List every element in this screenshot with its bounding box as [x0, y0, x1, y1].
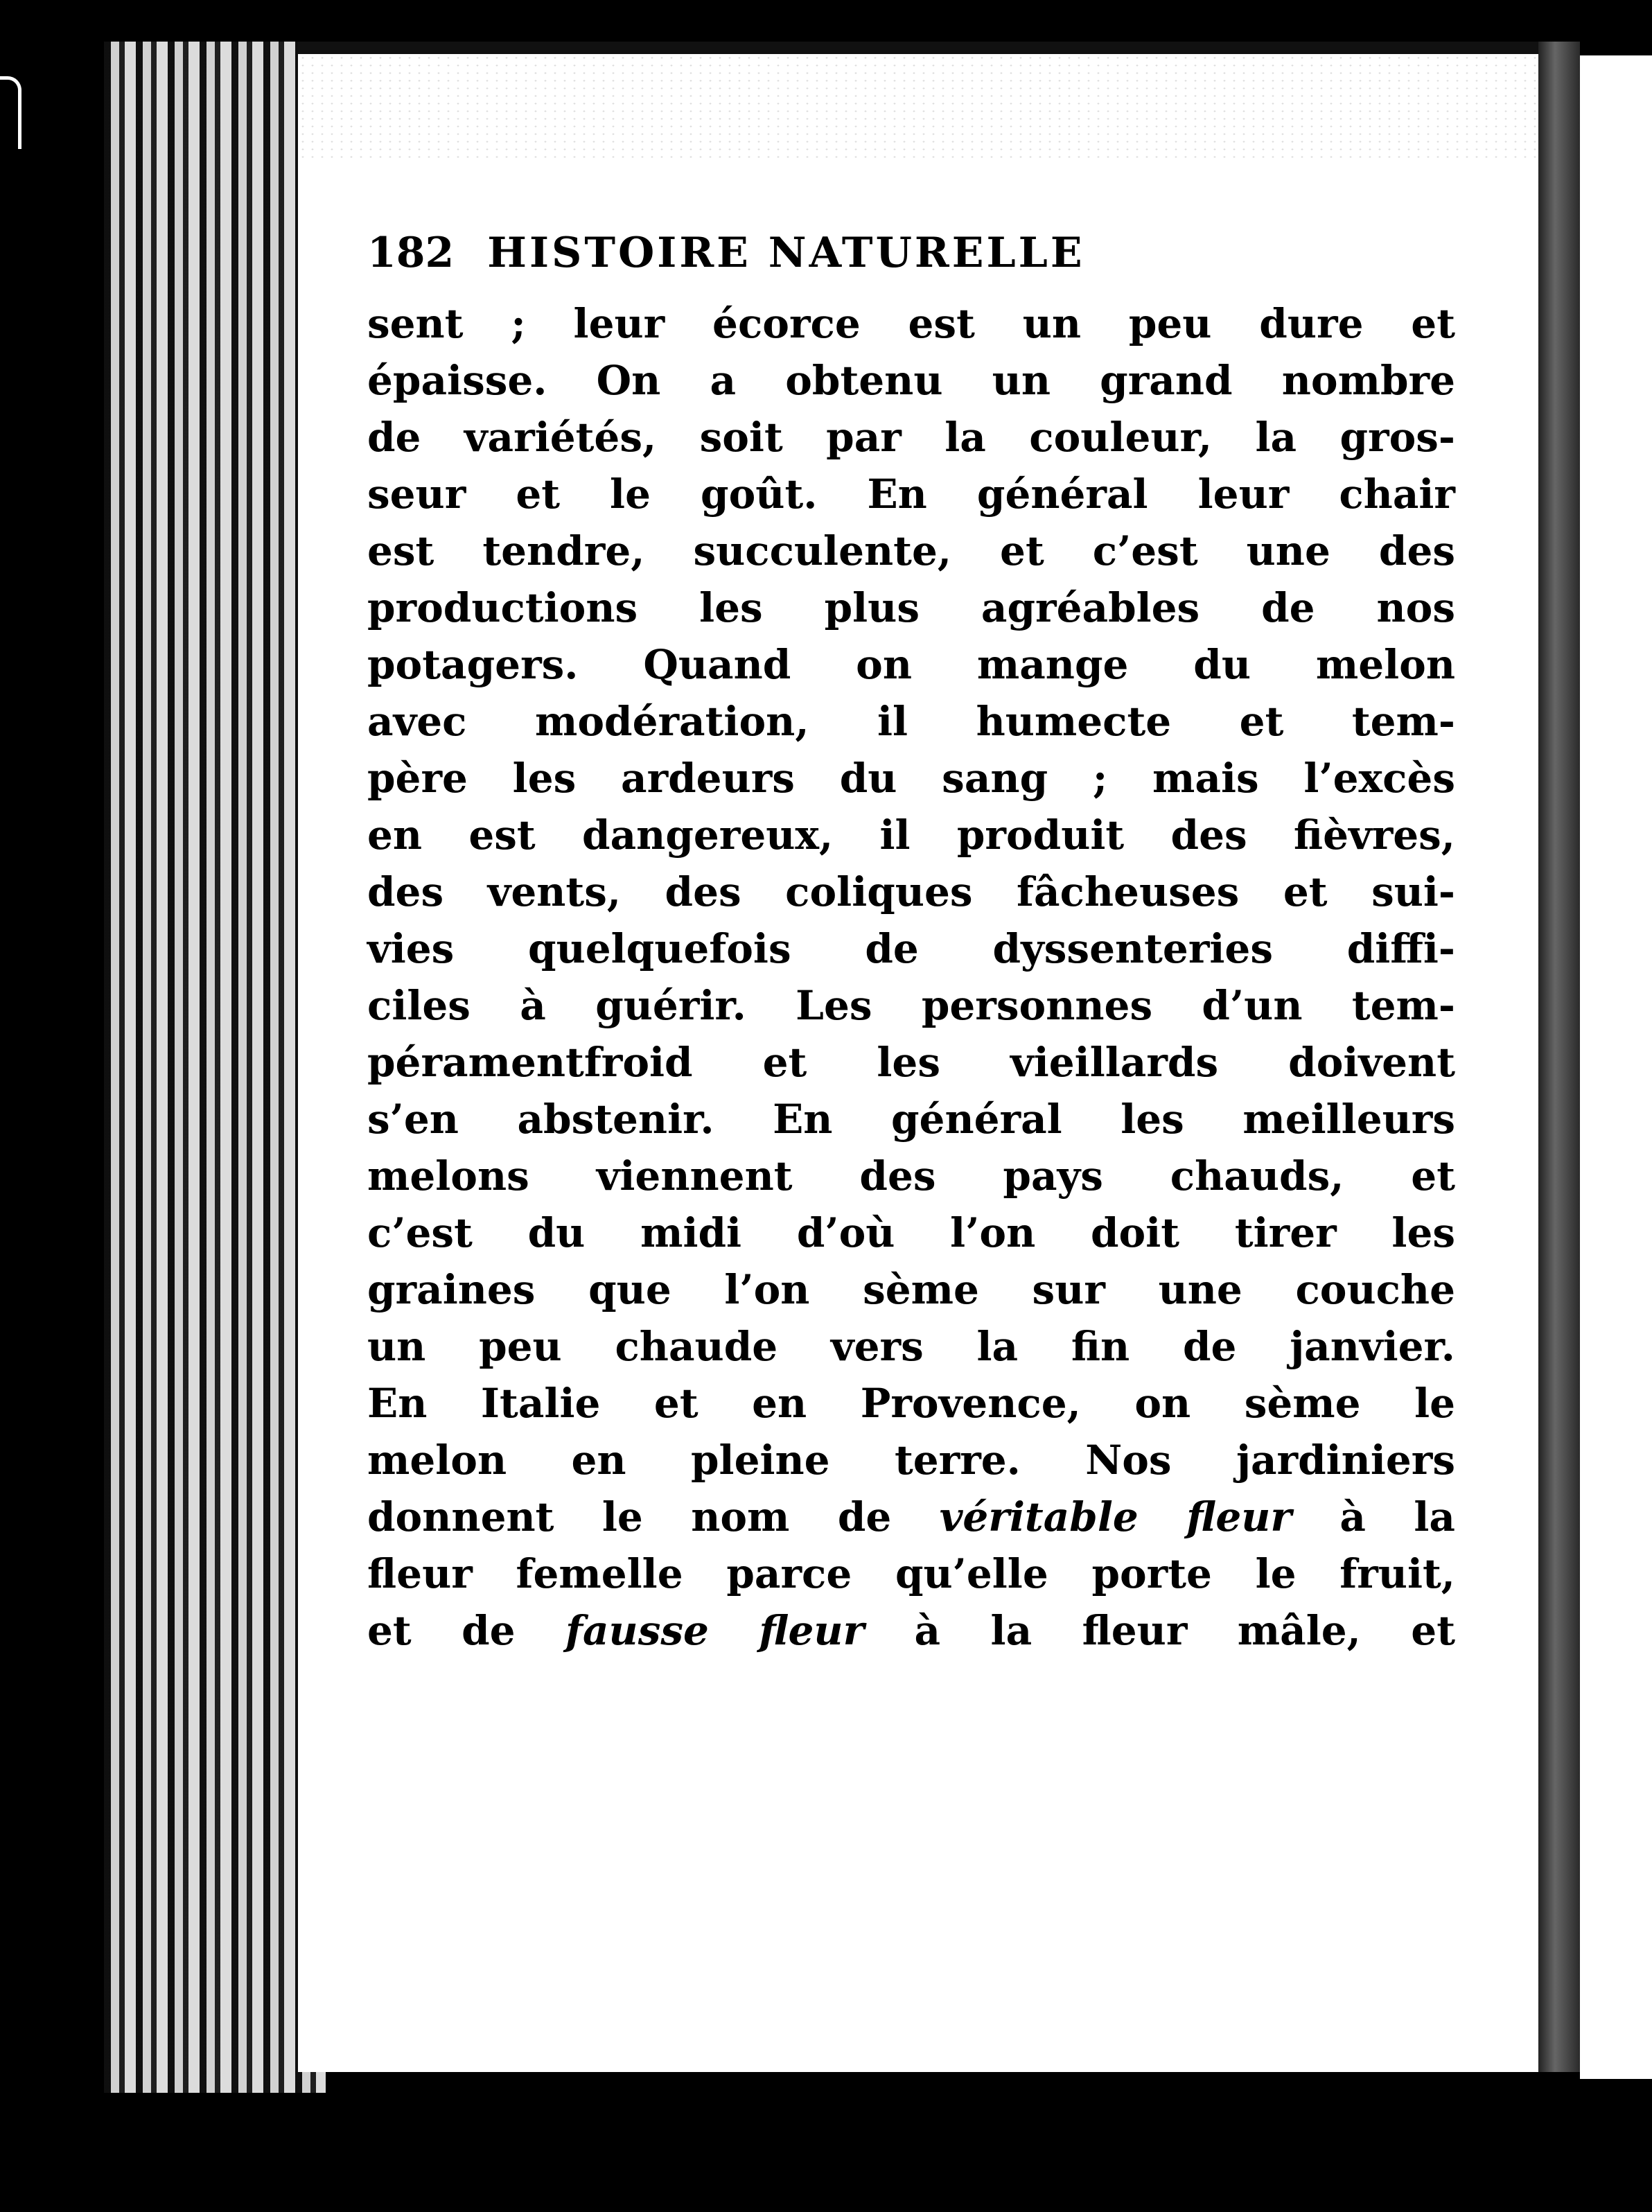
text-line	[367, 1489, 1455, 1545]
text-line: est tendre, succulente, et c’est une des	[367, 527, 1455, 574]
text-line	[367, 1602, 1455, 1659]
text-line: un peu chaude vers la fin de janvier.	[367, 1323, 1455, 1370]
text-line: péramentfroid et les vieillards doivent	[367, 1039, 1455, 1086]
running-header	[367, 229, 1455, 295]
facing-page-edge	[1580, 55, 1652, 2079]
text-segment: et de	[367, 1607, 565, 1654]
italic-term: véritable fleur	[939, 1493, 1292, 1540]
text-line: ciles à guérir. Les personnes d’un tem-	[367, 982, 1455, 1029]
book-page-edges	[104, 42, 326, 2093]
text-line: vies quelquefois de dyssenteries diffi-	[367, 925, 1455, 972]
text-segment: à la	[1291, 1493, 1455, 1540]
text-block	[367, 229, 1455, 1659]
text-line: seur et le goût. En général leur chair	[367, 471, 1455, 518]
text-line: sent ; leur écorce est un peu dure et	[367, 300, 1455, 347]
italic-term: fausse fleur	[565, 1607, 865, 1654]
text-line: melon en pleine terre. Nos jardiniers	[367, 1437, 1455, 1484]
text-line: productions les plus agréables de nos	[367, 584, 1455, 631]
text-line: épaisse. On a obtenu un grand nombre	[367, 357, 1455, 404]
text-line: fleur femelle parce qu’elle porte le fruit,	[367, 1550, 1455, 1597]
scan-mark	[0, 76, 21, 149]
text-line: en est dangereux, il produit des fièvres,	[367, 811, 1455, 859]
text-line: melons viennent des pays chauds, et	[367, 1152, 1455, 1200]
text-line: potagers. Quand on mange du melon	[367, 641, 1455, 688]
text-line: c’est du midi d’où l’on doit tirer les	[367, 1209, 1455, 1256]
book-gutter	[1538, 42, 1580, 2072]
text-line: s’en abstenir. En général les meilleurs	[367, 1096, 1455, 1143]
text-line: En Italie et en Provence, on sème le	[367, 1380, 1455, 1427]
text-line: graines que l’on sème sur une couche	[367, 1266, 1455, 1313]
body-text	[367, 295, 1455, 1659]
text-segment: donnent le nom de	[367, 1493, 940, 1540]
page-number: 182	[367, 229, 455, 277]
text-segment: à la fleur mâle, et	[864, 1607, 1455, 1654]
text-line: des vents, des coliques fâcheuses et sui-	[367, 868, 1455, 915]
text-line: avec modération, il humecte et tem-	[367, 698, 1455, 745]
running-head-title: HISTOIRE NATURELLE	[487, 229, 1085, 277]
text-line: père les ardeurs du sang ; mais l’excès	[367, 755, 1455, 802]
text-line: de variétés, soit par la couleur, la gros-	[367, 414, 1455, 461]
